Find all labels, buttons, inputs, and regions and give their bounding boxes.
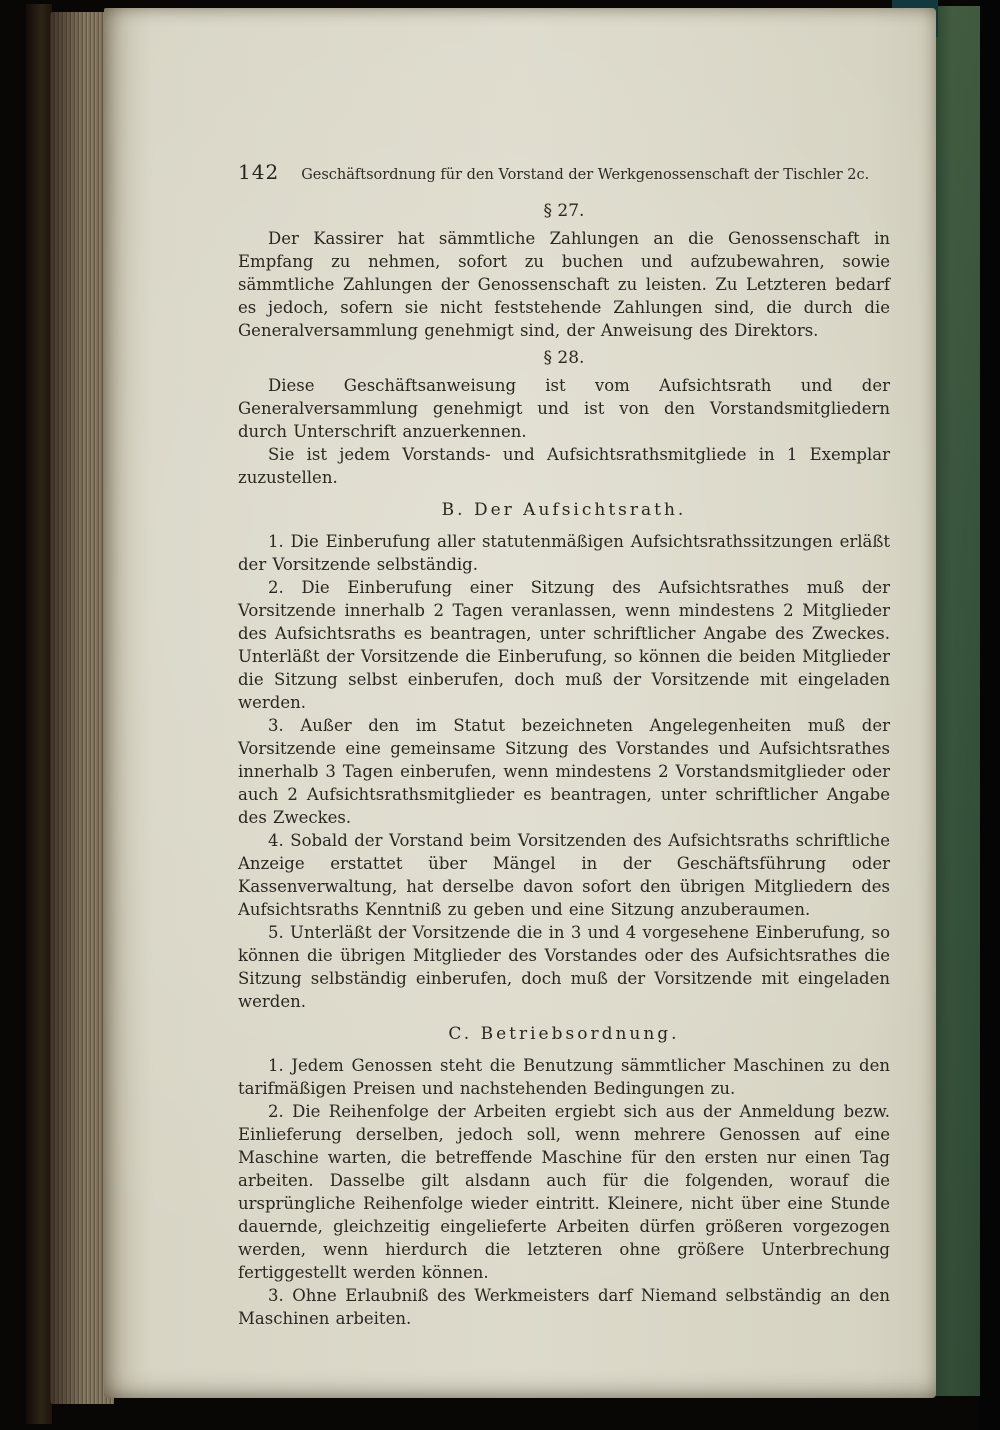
- paragraph: Sie ist jedem Vorstands- und Aufsichtsrathsmitgliede in 1 Exemplar zuzustellen.: [238, 445, 890, 487]
- paragraph: 5. Unterläßt der Vorsitzende die in 3 und 4 vorgesehene Einberufung, so können die übrigen Mitglieder des Vorstandes oder des Aufsichtsrathes die Sitzung selbständig einberufen, doch muß der Vorsitzende mit eingeladen werden.: [238, 923, 890, 1011]
- section-heading-aufsichtsrath: B. Der Aufsichtsrath.: [441, 500, 687, 520]
- section-heading-28: § 28.: [543, 348, 585, 368]
- paragraph: Der Kassirer hat sämmtliche Zahlungen an die Genossenschaft in Empfang zu nehmen, sofort zu buchen und aufzubewahren, sowie sämmtliche Zahlungen der Genossenschaft zu leisten. Zu Letzteren bedarf es jedoch, sofern sie nicht feststehende Zahlungen sind, die durch die Generalversammlung genehmigt sind, der Anweisung des Direktors.: [238, 229, 890, 340]
- paragraph: 4. Sobald der Vorstand beim Vorsitzenden des Aufsichtsraths schriftliche Anzeige erstattet über Mängel in der Geschäftsführung oder Kassenverwaltung, hat derselbe davon sofort den übrigen Mitgliedern des Aufsichtsraths Kenntniß zu geben und eine Sitzung anzuberaumen.: [238, 831, 890, 919]
- paragraph: 1. Jedem Genossen steht die Benutzung sämmtlicher Maschinen zu den tarifmäßigen Preisen und nachstehenden Bedingungen zu.: [238, 1056, 890, 1098]
- paragraph: 3. Ohne Erlaubniß des Werkmeisters darf Niemand selbständig an den Maschinen arbeiten.: [238, 1286, 890, 1328]
- running-header: [238, 160, 890, 184]
- paragraph: 2. Die Reihenfolge der Arbeiten ergiebt sich aus der Anmeldung bezw. Einlieferung derselben, jedoch soll, wenn mehrere Genossen auf eine Maschine warten, die betreffende Maschine für den ersten nur einen Tag arbeiten. Dasselbe gilt alsdann auch für die folgenden, worauf die ursprüngliche Reihenfolge wieder eintritt. Kleinere, nicht über eine Stunde dauernde, gleichzeitig eingelieferte Arbeiten dürfen größeren vorgezogen werden, wenn hierdurch die letzteren ohne größere Unterbrechung fertiggestellt werden können.: [238, 1102, 890, 1282]
- page-number: 142: [238, 160, 280, 184]
- section-heading-betriebsordnung: C. Betriebsordnung.: [448, 1024, 680, 1044]
- book-cover-left-edge: [26, 4, 52, 1424]
- paragraph: 1. Die Einberufung aller statutenmäßigen Aufsichtsrathssitzungen erläßt der Vorsitzende selbständig.: [238, 532, 890, 574]
- background-right-gap: [978, 0, 1000, 1430]
- paragraph: Diese Geschäftsanweisung ist vom Aufsichtsrath und der Generalversammlung genehmigt und ist von den Vorstandsmitgliedern durch Unterschrift anzuerkennen.: [238, 376, 890, 441]
- scanned-book-page: [104, 8, 936, 1398]
- running-header-title: Geschäftsordnung für den Vorstand der Werkgenossenschaft der Tischler 2c.: [301, 167, 870, 183]
- paragraph: 3. Außer den im Statut bezeichneten Angelegenheiten muß der Vorsitzende eine gemeinsame Sitzung des Vorstandes und Aufsichtsrathes innerhalb 3 Tagen einberufen, wenn mindestens 2 Vorstandsmitglieder oder auch 2 Aufsichtsrathsmitglieder es beantragen, unter schriftlicher Angabe des Zweckes.: [238, 716, 890, 827]
- section-heading-27: § 27.: [543, 201, 585, 221]
- paragraph: 2. Die Einberufung einer Sitzung des Aufsichtsrathes muß der Vorsitzende innerhalb 2 Tagen veranlassen, wenn mindestens 2 Mitglieder des Aufsichtsraths es beantragen, unter schriftlicher Angabe des Zweckes. Unterläßt der Vorsitzende die Einberufung, so können die beiden Mitglieder die Sitzung selbst einberufen, doch muß der Vorsitzende mit eingeladen werden.: [238, 578, 890, 712]
- page-text-area: [238, 160, 890, 1330]
- book-cover-right-green: [932, 6, 980, 1396]
